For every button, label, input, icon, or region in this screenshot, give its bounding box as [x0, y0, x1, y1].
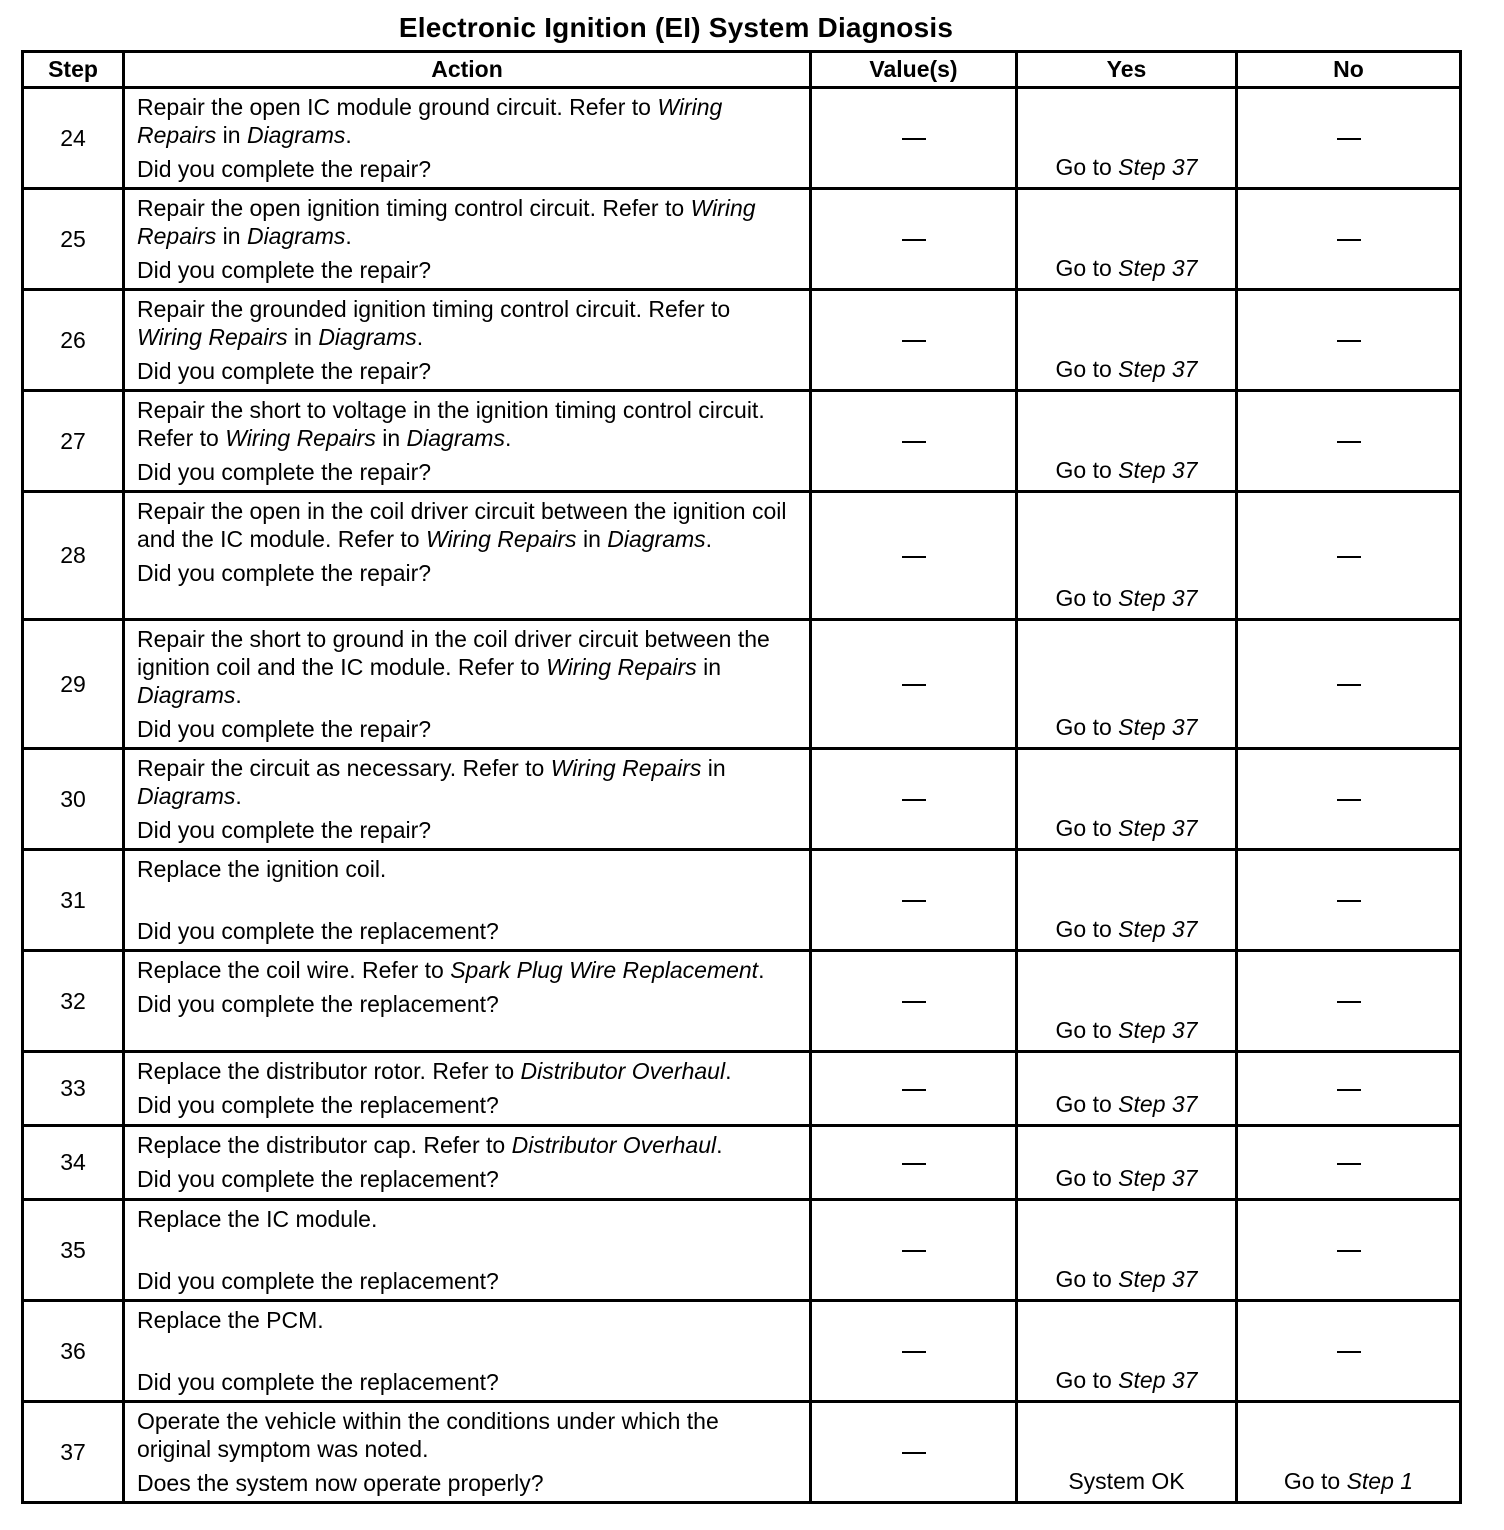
- action-cell: [124, 189, 811, 290]
- dash-mark: [902, 799, 926, 801]
- no-cell: [1237, 951, 1461, 1052]
- table-row: [23, 1301, 1461, 1402]
- action-text: [137, 1131, 799, 1159]
- reference-link-text: Diagrams: [318, 324, 417, 350]
- action-cell: [124, 492, 811, 620]
- action-question: Did you complete the replacement?: [137, 991, 499, 1017]
- reference-link-text: Step 37: [1118, 255, 1198, 281]
- action-text: [137, 1205, 799, 1233]
- reference-link-text: Wiring Repairs: [137, 94, 723, 148]
- yes-cell: [1017, 1200, 1237, 1301]
- action-question: Did you complete the replacement?: [137, 1166, 499, 1192]
- reference-link-text: Diagrams: [137, 682, 236, 708]
- text-run: Repair the open ignition timing control circuit. Refer to: [137, 195, 691, 221]
- reference-link-text: Diagrams: [406, 425, 505, 451]
- dash-mark: [1337, 1351, 1361, 1353]
- dash-mark: [1337, 1001, 1361, 1003]
- text-run: .: [235, 783, 242, 809]
- value-cell: [811, 88, 1017, 189]
- action-question: Did you complete the repair?: [137, 358, 432, 384]
- text-run: in: [375, 425, 407, 451]
- dash-mark: [1337, 1163, 1361, 1165]
- table-row: [23, 290, 1461, 391]
- table-row: [23, 492, 1461, 620]
- col-header-no: No: [1237, 52, 1461, 88]
- reference-link-text: Wiring Repairs: [137, 324, 288, 350]
- text-run: Go to: [1055, 154, 1119, 180]
- col-header-yes: Yes: [1017, 52, 1237, 88]
- no-cell: [1237, 1126, 1461, 1200]
- reference-link-text: Wiring Repairs: [546, 654, 697, 680]
- action-question: Did you complete the repair?: [137, 560, 432, 586]
- reference-link-text: Wiring Repairs: [550, 755, 702, 781]
- action-text: [137, 194, 799, 250]
- text-run: Repair the short to ground in the coil driver circuit between the ignition coil and the IC module. Refer to: [137, 626, 770, 680]
- table-row: [23, 749, 1461, 850]
- table-body: [23, 88, 1461, 1503]
- step-number: 27: [23, 391, 124, 492]
- table-row: [23, 189, 1461, 290]
- action-cell: [124, 951, 811, 1052]
- yes-cell: [1017, 1301, 1237, 1402]
- reference-link-text: Diagrams: [246, 223, 346, 249]
- yes-cell: [1017, 290, 1237, 391]
- action-question: Did you complete the replacement?: [137, 1369, 499, 1395]
- value-cell: [811, 1200, 1017, 1301]
- action-text: [137, 625, 799, 709]
- reference-link-text: Step 1: [1346, 1468, 1414, 1494]
- dash-mark: [1337, 1089, 1361, 1091]
- reference-link-text: Distributor Overhaul: [511, 1132, 717, 1158]
- step-number: 26: [23, 290, 124, 391]
- reference-link-text: Distributor Overhaul: [520, 1058, 726, 1084]
- action-text: [137, 497, 799, 553]
- value-cell: [811, 620, 1017, 749]
- action-question: Did you complete the repair?: [137, 156, 432, 182]
- diagnosis-table: [21, 50, 1462, 1504]
- dash-mark: [902, 556, 926, 558]
- action-cell: [124, 391, 811, 492]
- text-run: Repair the circuit as necessary. Refer to: [137, 755, 551, 781]
- no-cell: [1237, 1402, 1461, 1503]
- value-cell: [811, 749, 1017, 850]
- yes-cell: [1017, 1052, 1237, 1126]
- text-run: Go to: [1055, 1367, 1119, 1393]
- no-cell: [1237, 88, 1461, 189]
- reference-link-text: Step 37: [1118, 1091, 1198, 1117]
- table-row: [23, 1200, 1461, 1301]
- reference-link-text: Wiring Repairs: [137, 195, 756, 249]
- action-cell: [124, 749, 811, 850]
- text-run: Repair the short to voltage in the ignition timing control circuit. Refer to: [137, 397, 765, 451]
- reference-link-text: Step 37: [1118, 916, 1198, 942]
- reference-link-text: Diagrams: [607, 526, 706, 552]
- dash-mark: [902, 239, 926, 241]
- action-question: Did you complete the repair?: [137, 459, 432, 485]
- dash-mark: [902, 1250, 926, 1252]
- yes-cell: [1017, 850, 1237, 951]
- action-question: Did you complete the repair?: [137, 257, 432, 283]
- step-number: 28: [23, 492, 124, 620]
- text-run: Replace the coil wire. Refer to: [137, 957, 451, 983]
- reference-link-text: Step 37: [1118, 1266, 1198, 1292]
- text-run: Go to: [1055, 356, 1119, 382]
- step-number: 35: [23, 1200, 124, 1301]
- action-question: Did you complete the replacement?: [137, 918, 499, 944]
- text-run: in: [696, 654, 722, 680]
- text-run: Go to: [1055, 585, 1119, 611]
- text-run: .: [716, 1132, 723, 1158]
- action-cell: [124, 290, 811, 391]
- value-cell: [811, 290, 1017, 391]
- step-number: 25: [23, 189, 124, 290]
- reference-link-text: Diagrams: [137, 783, 236, 809]
- step-number: 24: [23, 88, 124, 189]
- dash-mark: [902, 441, 926, 443]
- action-text: [137, 396, 799, 452]
- action-cell: [124, 1052, 811, 1126]
- action-cell: [124, 1126, 811, 1200]
- text-run: in: [701, 755, 726, 781]
- text-run: in: [216, 223, 247, 249]
- yes-cell: [1017, 951, 1237, 1052]
- no-cell: [1237, 391, 1461, 492]
- table-row: [23, 88, 1461, 189]
- step-number: 30: [23, 749, 124, 850]
- col-header-values: Value(s): [811, 52, 1017, 88]
- action-text: [137, 1407, 799, 1463]
- action-text: [137, 754, 799, 810]
- dash-mark: [902, 1089, 926, 1091]
- table-row: [23, 391, 1461, 492]
- col-header-action: Action: [124, 52, 811, 88]
- text-run: Repair the open in the coil driver circuit between the ignition coil and the IC module. Refer to: [137, 498, 787, 552]
- yes-cell: [1017, 88, 1237, 189]
- no-cell: [1237, 1200, 1461, 1301]
- dash-mark: [1337, 900, 1361, 902]
- no-cell: [1237, 749, 1461, 850]
- action-cell: [124, 1200, 811, 1301]
- value-cell: [811, 1126, 1017, 1200]
- dash-mark: [902, 684, 926, 686]
- dash-mark: [902, 340, 926, 342]
- action-question: Did you complete the repair?: [137, 716, 432, 742]
- action-cell: [124, 850, 811, 951]
- no-cell: [1237, 850, 1461, 951]
- text-run: Repair the open IC module ground circuit. Refer to: [137, 94, 658, 120]
- step-number: 36: [23, 1301, 124, 1402]
- action-cell: [124, 88, 811, 189]
- no-cell: [1237, 290, 1461, 391]
- text-run: Go to: [1055, 1091, 1119, 1117]
- dash-mark: [902, 1163, 926, 1165]
- dash-mark: [1337, 441, 1361, 443]
- text-run: Replace the distributor rotor. Refer to: [137, 1058, 521, 1084]
- yes-cell: [1017, 1402, 1237, 1503]
- value-cell: [811, 189, 1017, 290]
- text-run: Go to: [1055, 255, 1119, 281]
- action-cell: [124, 1402, 811, 1503]
- dash-mark: [902, 900, 926, 902]
- text-run: in: [287, 324, 319, 350]
- step-number: 29: [23, 620, 124, 749]
- table-row: [23, 1052, 1461, 1126]
- action-text: [137, 1057, 799, 1085]
- action-question: Does the system now operate properly?: [137, 1470, 544, 1496]
- text-run: Go to: [1055, 1266, 1119, 1292]
- value-cell: [811, 492, 1017, 620]
- value-cell: [811, 951, 1017, 1052]
- step-number: 32: [23, 951, 124, 1052]
- text-run: in: [216, 122, 247, 148]
- reference-link-text: Step 37: [1118, 457, 1198, 483]
- text-run: Replace the ignition coil.: [137, 856, 387, 882]
- action-text: [137, 855, 799, 883]
- text-run: Replace the IC module.: [137, 1206, 378, 1232]
- table-row: [23, 951, 1461, 1052]
- reference-link-text: Step 37: [1118, 815, 1198, 841]
- reference-link-text: Step 37: [1118, 714, 1198, 740]
- text-run: .: [345, 223, 352, 249]
- action-cell: [124, 1301, 811, 1402]
- yes-cell: [1017, 391, 1237, 492]
- text-run: .: [504, 425, 512, 451]
- no-cell: [1237, 1301, 1461, 1402]
- value-cell: [811, 1402, 1017, 1503]
- text-run: Replace the PCM.: [137, 1307, 324, 1333]
- text-run: .: [705, 526, 713, 552]
- action-text: [137, 295, 799, 351]
- value-cell: [811, 1301, 1017, 1402]
- table-row: [23, 850, 1461, 951]
- reference-link-text: Wiring Repairs: [425, 526, 577, 552]
- action-question: Did you complete the replacement?: [137, 1092, 499, 1118]
- dash-mark: [1337, 556, 1361, 558]
- step-number: 31: [23, 850, 124, 951]
- action-text: [137, 1306, 799, 1334]
- text-run: Repair the grounded ignition timing control circuit. Refer to: [137, 296, 731, 322]
- dash-mark: [1337, 239, 1361, 241]
- reference-link-text: Step 37: [1118, 356, 1198, 382]
- text-run: Go to: [1055, 714, 1119, 740]
- reference-link-text: Step 37: [1118, 1165, 1198, 1191]
- dash-mark: [1337, 1250, 1361, 1252]
- no-cell: [1237, 189, 1461, 290]
- reference-link-text: Step 37: [1118, 1017, 1198, 1043]
- text-run: Go to: [1055, 1165, 1119, 1191]
- action-question: Did you complete the repair?: [137, 817, 432, 843]
- text-run: Replace the distributor cap. Refer to: [137, 1132, 512, 1158]
- yes-cell: [1017, 1126, 1237, 1200]
- dash-mark: [1337, 340, 1361, 342]
- no-cell: [1237, 492, 1461, 620]
- text-run: .: [725, 1058, 732, 1084]
- text-run: Operate the vehicle within the conditions under which the original symptom was noted.: [137, 1408, 719, 1462]
- col-header-step: Step: [23, 52, 124, 88]
- value-cell: [811, 850, 1017, 951]
- step-number: 33: [23, 1052, 124, 1126]
- no-cell: [1237, 1052, 1461, 1126]
- dash-mark: [1337, 684, 1361, 686]
- text-run: .: [758, 957, 765, 983]
- reference-link-text: Step 37: [1118, 154, 1198, 180]
- value-cell: [811, 1052, 1017, 1126]
- action-text: [137, 93, 799, 149]
- table-row: [23, 620, 1461, 749]
- text-run: Go to: [1283, 1468, 1347, 1494]
- action-question: Did you complete the replacement?: [137, 1268, 499, 1294]
- dash-mark: [1337, 138, 1361, 140]
- text-run: Go to: [1055, 815, 1119, 841]
- table-row: [23, 1402, 1461, 1503]
- dash-mark: [902, 1351, 926, 1353]
- action-cell: [124, 620, 811, 749]
- step-number: 37: [23, 1402, 124, 1503]
- yes-cell: [1017, 189, 1237, 290]
- reference-link-text: Diagrams: [246, 122, 346, 148]
- text-run: .: [235, 682, 242, 708]
- yes-cell: [1017, 620, 1237, 749]
- dash-mark: [902, 1001, 926, 1003]
- reference-link-text: Spark Plug Wire Replacement: [450, 957, 759, 983]
- value-cell: [811, 391, 1017, 492]
- table-row: [23, 1126, 1461, 1200]
- reference-link-text: Step 37: [1118, 1367, 1198, 1393]
- page-title: Electronic Ignition (EI) System Diagnosis: [398, 12, 954, 43]
- reference-link-text: Step 37: [1118, 585, 1198, 611]
- dash-mark: [902, 1452, 926, 1454]
- text-run: .: [416, 324, 424, 350]
- no-cell: [1237, 620, 1461, 749]
- text-run: System OK: [1068, 1468, 1185, 1494]
- action-text: [137, 956, 799, 984]
- text-run: Go to: [1055, 916, 1119, 942]
- step-number: 34: [23, 1126, 124, 1200]
- yes-cell: [1017, 492, 1237, 620]
- header-row: [23, 52, 1461, 88]
- yes-cell: [1017, 749, 1237, 850]
- text-run: .: [345, 122, 352, 148]
- text-run: Go to: [1055, 457, 1119, 483]
- text-run: in: [576, 526, 608, 552]
- dash-mark: [902, 138, 926, 140]
- text-run: Go to: [1055, 1017, 1119, 1043]
- dash-mark: [1337, 799, 1361, 801]
- reference-link-text: Wiring Repairs: [225, 425, 376, 451]
